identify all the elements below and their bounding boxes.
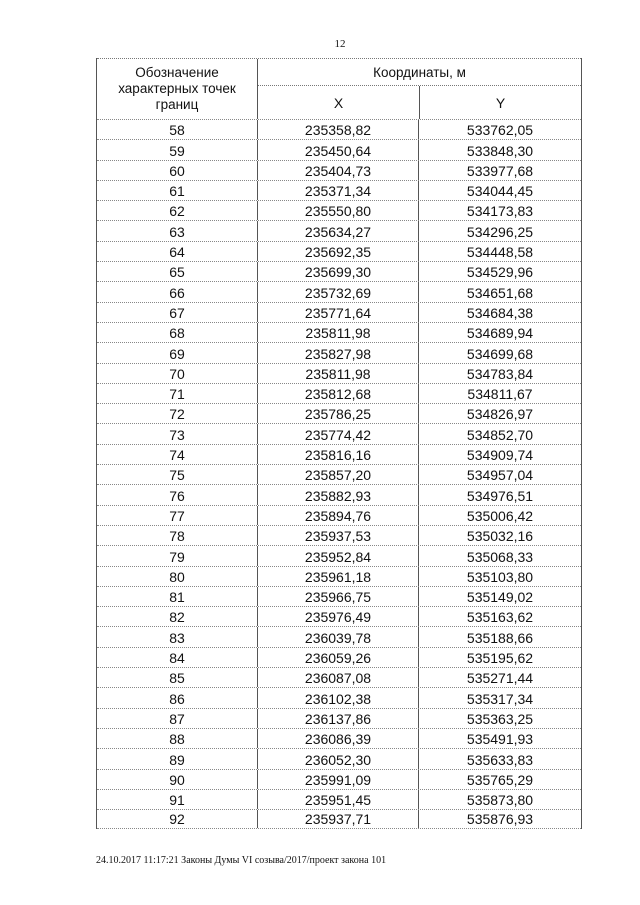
x-coordinate-cell: 235811,98: [257, 364, 418, 383]
table-row: [97, 525, 581, 545]
table-row: [97, 464, 581, 484]
x-coordinate-cell: 235550,80: [257, 201, 418, 220]
y-coordinate-cell: 534852,70: [418, 424, 581, 443]
table-row: [97, 444, 581, 464]
y-coordinate-cell: 535006,42: [418, 506, 581, 525]
x-coordinate-cell: 235634,27: [257, 221, 418, 240]
point-number-cell: 74: [169, 447, 185, 464]
point-number-cell: 59: [169, 142, 185, 159]
point-number-cell: 71: [169, 386, 185, 403]
x-coordinate-cell: 235976,49: [257, 607, 418, 626]
table-row: [97, 200, 581, 220]
y-coordinate-cell: 535765,29: [418, 770, 581, 789]
point-number-cell: 75: [169, 467, 185, 484]
point-number-cell: 86: [169, 690, 185, 707]
table-row: [97, 687, 581, 707]
x-coordinate-cell: 235952,84: [257, 546, 418, 565]
x-coordinate-cell: 235774,42: [257, 424, 418, 443]
y-coordinate-cell: 534448,58: [418, 242, 581, 261]
point-number-cell: 61: [169, 183, 185, 200]
table-header: [97, 58, 581, 119]
point-number-cell: 83: [169, 629, 185, 646]
table-row: [97, 484, 581, 504]
table-row: [97, 728, 581, 748]
table-row: [97, 119, 581, 139]
header-x: X: [258, 86, 420, 119]
x-coordinate-cell: 235937,71: [257, 810, 418, 828]
point-number-cell: 82: [169, 609, 185, 626]
x-coordinate-cell: 235951,45: [257, 790, 418, 809]
y-coordinate-cell: 534529,96: [418, 262, 581, 281]
y-coordinate-cell: 534684,38: [418, 303, 581, 322]
x-coordinate-cell: 235882,93: [257, 485, 418, 504]
x-coordinate-cell: 235786,25: [257, 404, 418, 423]
table-row: [97, 626, 581, 646]
x-coordinate-cell: 236102,38: [257, 688, 418, 707]
y-coordinate-cell: 535163,62: [418, 607, 581, 626]
x-coordinate-cell: 235450,64: [257, 140, 418, 159]
table-row: [97, 281, 581, 301]
point-number-cell: 67: [169, 304, 185, 321]
point-number-cell: 87: [169, 710, 185, 727]
table-row: [97, 505, 581, 525]
table-row: [97, 769, 581, 789]
point-number-cell: 79: [169, 548, 185, 565]
point-number-cell: 60: [169, 162, 185, 179]
table-row: [97, 241, 581, 261]
table-row: [97, 363, 581, 383]
x-coordinate-cell: 235811,98: [257, 323, 418, 342]
x-coordinate-cell: 236039,78: [257, 627, 418, 646]
point-number-cell: 91: [169, 792, 185, 809]
point-number-cell: 63: [169, 223, 185, 240]
point-number-cell: 76: [169, 487, 185, 504]
point-number-cell: 70: [169, 365, 185, 382]
y-coordinate-cell: 535873,80: [418, 790, 581, 809]
y-coordinate-cell: 533848,30: [418, 140, 581, 159]
x-coordinate-cell: 235699,30: [257, 262, 418, 281]
x-coordinate-cell: 235857,20: [257, 465, 418, 484]
table-row: [97, 606, 581, 626]
x-coordinate-cell: 236086,39: [257, 729, 418, 748]
y-coordinate-cell: 534909,74: [418, 445, 581, 464]
table-row: [97, 708, 581, 728]
y-coordinate-cell: 534826,97: [418, 404, 581, 423]
x-coordinate-cell: 235937,53: [257, 526, 418, 545]
table-body: [97, 119, 581, 829]
table-row: [97, 545, 581, 565]
y-coordinate-cell: 534296,25: [418, 221, 581, 240]
point-number-cell: 62: [169, 203, 185, 220]
x-coordinate-cell: 235771,64: [257, 303, 418, 322]
y-coordinate-cell: 533977,68: [418, 161, 581, 180]
point-number-cell: 64: [169, 244, 185, 261]
y-coordinate-cell: 534957,04: [418, 465, 581, 484]
point-number-cell: 81: [169, 589, 185, 606]
x-coordinate-cell: 235816,16: [257, 445, 418, 464]
point-number-cell: 90: [169, 771, 185, 788]
y-coordinate-cell: 533762,05: [418, 120, 581, 139]
table-row: [97, 180, 581, 200]
point-number-cell: 72: [169, 406, 185, 423]
y-coordinate-cell: 535032,16: [418, 526, 581, 545]
point-number-cell: 68: [169, 325, 185, 342]
table-row: [97, 789, 581, 809]
y-coordinate-cell: 534699,68: [418, 343, 581, 362]
header-designation: Обозначение характерных точек границ: [97, 59, 258, 119]
point-number-cell: 69: [169, 345, 185, 362]
point-number-cell: 58: [169, 122, 185, 139]
point-number-cell: 80: [169, 568, 185, 585]
point-number-cell: 92: [169, 811, 185, 828]
header-coordinates: Координаты, м: [258, 59, 581, 86]
table-row: [97, 566, 581, 586]
x-coordinate-cell: 235827,98: [257, 343, 418, 362]
x-coordinate-cell: 236059,26: [257, 648, 418, 667]
x-coordinate-cell: 235371,34: [257, 181, 418, 200]
point-number-cell: 89: [169, 751, 185, 768]
header-y: Y: [495, 94, 506, 111]
table-row: [97, 423, 581, 443]
point-number-cell: 77: [169, 507, 185, 524]
y-coordinate-cell: 534689,94: [418, 323, 581, 342]
y-coordinate-cell: 534651,68: [418, 282, 581, 301]
y-coordinate-cell: 535317,34: [418, 688, 581, 707]
point-number-cell: 78: [169, 528, 185, 545]
point-number-cell: 66: [169, 284, 185, 301]
x-coordinate-cell: 235358,82: [257, 120, 418, 139]
x-coordinate-cell: 235404,73: [257, 161, 418, 180]
table-row: [97, 809, 581, 829]
y-coordinate-cell: 535633,83: [418, 749, 581, 768]
point-number-cell: 73: [169, 426, 185, 443]
table-row: [97, 667, 581, 687]
table-row: [97, 160, 581, 180]
y-coordinate-cell: 534811,67: [418, 384, 581, 403]
y-coordinate-cell: 535195,62: [418, 648, 581, 667]
y-coordinate-cell: 535103,80: [418, 567, 581, 586]
table-row: [97, 139, 581, 159]
y-coordinate-cell: 534783,84: [418, 364, 581, 383]
x-coordinate-cell: 235812,68: [257, 384, 418, 403]
point-number-cell: 88: [169, 731, 185, 748]
y-coordinate-cell: 534044,45: [418, 181, 581, 200]
point-number-cell: 85: [169, 670, 185, 687]
page-number: 12: [334, 38, 346, 50]
table-row: [97, 748, 581, 768]
x-coordinate-cell: 235961,18: [257, 567, 418, 586]
table-row: [97, 342, 581, 362]
y-coordinate-cell: 534976,51: [418, 485, 581, 504]
table-row: [97, 586, 581, 606]
point-number-cell: 84: [169, 650, 185, 667]
footer-stamp: 24.10.2017 11:17:21 Законы Думы VI созыва/2017/проект закона 101: [96, 855, 387, 866]
x-coordinate-cell: 236052,30: [257, 749, 418, 768]
x-coordinate-cell: 235966,75: [257, 587, 418, 606]
table-row: [97, 302, 581, 322]
y-coordinate-cell: 535876,93: [418, 810, 581, 828]
y-coordinate-cell: 535149,02: [418, 587, 581, 606]
y-coordinate-cell: 535068,33: [418, 546, 581, 565]
table-row: [97, 220, 581, 240]
x-coordinate-cell: 236087,08: [257, 668, 418, 687]
x-coordinate-cell: 236137,86: [257, 709, 418, 728]
y-coordinate-cell: 535188,66: [418, 627, 581, 646]
x-coordinate-cell: 235894,76: [257, 506, 418, 525]
table-row: [97, 403, 581, 423]
table-row: [97, 261, 581, 281]
y-coordinate-cell: 534173,83: [418, 201, 581, 220]
point-number-cell: 65: [169, 264, 185, 281]
x-coordinate-cell: 235732,69: [257, 282, 418, 301]
table-row: [97, 322, 581, 342]
coordinates-table: [96, 58, 582, 829]
x-coordinate-cell: 235692,35: [257, 242, 418, 261]
y-coordinate-cell: 535271,44: [418, 668, 581, 687]
x-coordinate-cell: 235991,09: [257, 770, 418, 789]
y-coordinate-cell: 535363,25: [418, 709, 581, 728]
table-row: [97, 383, 581, 403]
table-row: [97, 647, 581, 667]
y-coordinate-cell: 535491,93: [418, 729, 581, 748]
